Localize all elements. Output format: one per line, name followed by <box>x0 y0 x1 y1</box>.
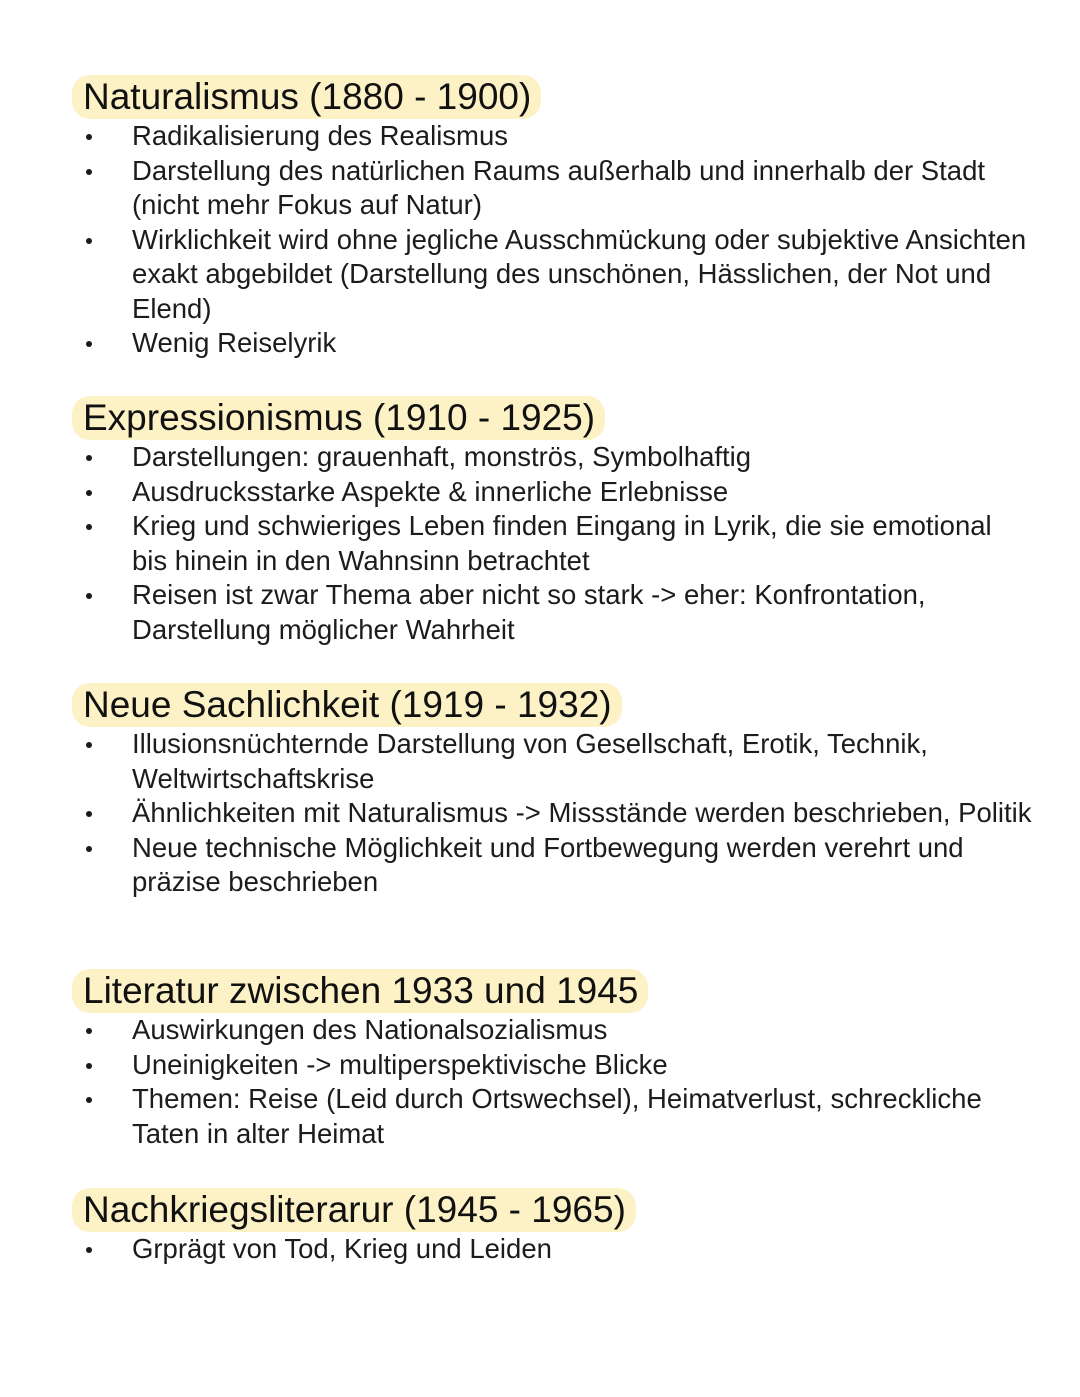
section-heading: Nachkriegsliterarur (1945 - 1965) <box>72 1188 636 1232</box>
list-item <box>72 1013 1032 1048</box>
section-neue-sachlichkeit <box>72 683 1032 900</box>
list-item-text: Krieg und schwieriges Leben finden Eingang in Lyrik, die sie emotional bis hinein in den Wahnsinn betrachtet <box>132 510 992 576</box>
list-item <box>72 831 1032 900</box>
list-item <box>72 223 1032 327</box>
section-heading: Expressionismus (1910 - 1925) <box>72 396 605 440</box>
bullet-icon <box>86 811 92 817</box>
bullet-icon <box>86 134 92 140</box>
list-item-text: Neue technische Möglichkeit und Fortbewegung werden verehrt und präzise beschrieben <box>132 831 964 897</box>
list-item-text: Darstellung des natürlichen Raums außerhalb und innerhalb der Stadt (nicht mehr Fokus auf Natur) <box>132 154 986 220</box>
list-item <box>72 578 1032 647</box>
bullet-list <box>72 1232 1032 1267</box>
bullet-icon <box>86 846 92 852</box>
list-item-text: Illusionsnüchternde Darstellung von Gesellschaft, Erotik, Technik, Weltwirtschaftskrise <box>132 728 928 794</box>
list-item <box>72 796 1032 831</box>
section-heading: Literatur zwischen 1933 und 1945 <box>72 969 648 1013</box>
list-item-text: Reisen ist zwar Thema aber nicht so stark -> eher: Konfrontation, Darstellung möglicher Wahrheit <box>132 579 926 645</box>
list-item-text: Auswirkungen des Nationalsozialismus <box>132 1014 608 1045</box>
list-item <box>72 326 1032 361</box>
section-heading: Neue Sachlichkeit (1919 - 1932) <box>72 683 622 727</box>
list-item <box>72 119 1032 154</box>
bullet-icon <box>86 341 92 347</box>
bullet-list <box>72 119 1032 361</box>
list-item <box>72 727 1032 796</box>
bullet-icon <box>86 1097 92 1103</box>
list-item-text: Wirklichkeit wird ohne jegliche Ausschmückung oder subjektive Ansichten exakt abgebildet (Darstellung des unschönen, Hässlichen, der Not und Elend) <box>132 223 1027 324</box>
bullet-icon <box>86 593 92 599</box>
section-literatur-1933-1945 <box>72 969 1032 1151</box>
list-item-text: Uneinigkeiten -> multiperspektivische Blicke <box>132 1048 668 1080</box>
bullet-icon <box>86 1028 92 1034</box>
bullet-list <box>72 1013 1032 1151</box>
bullet-icon <box>86 1247 92 1253</box>
list-item-text: Radikalisierung des Realismus <box>132 120 509 151</box>
section-naturalismus <box>72 75 1032 361</box>
list-item <box>72 1232 1032 1267</box>
list-item <box>72 1082 1032 1151</box>
bullet-icon <box>86 455 92 461</box>
bullet-icon <box>86 1063 92 1069</box>
section-nachkriegsliteratur <box>72 1188 1032 1267</box>
list-item <box>72 154 1032 223</box>
list-item-text: Themen: Reise (Leid durch Ortswechsel), Heimatverlust, schreckliche Taten in alter Heimat <box>132 1083 982 1149</box>
bullet-list <box>72 440 1032 647</box>
list-item <box>72 1048 1032 1083</box>
list-item-text: Grprägt von Tod, Krieg und Leiden <box>132 1233 552 1264</box>
list-item-text: Ausdrucksstarke Aspekte & innerliche Erlebnisse <box>132 475 729 507</box>
section-heading: Naturalismus (1880 - 1900) <box>72 75 541 119</box>
list-item <box>72 509 1032 578</box>
bullet-icon <box>86 742 92 748</box>
bullet-icon <box>86 524 92 530</box>
bullet-icon <box>86 238 92 244</box>
list-item <box>72 440 1032 475</box>
bullet-icon <box>86 490 92 496</box>
list-item <box>72 475 1032 510</box>
list-item-text: Darstellungen: grauenhaft, monströs, Symbolhaftig <box>132 441 752 472</box>
list-item-text: Wenig Reiselyrik <box>132 327 337 358</box>
bullet-icon <box>86 169 92 175</box>
list-item-text: Ähnlichkeiten mit Naturalismus -> Missstände werden beschrieben, Politik <box>132 797 1032 828</box>
section-expressionismus <box>72 396 1032 647</box>
bullet-list <box>72 727 1032 900</box>
